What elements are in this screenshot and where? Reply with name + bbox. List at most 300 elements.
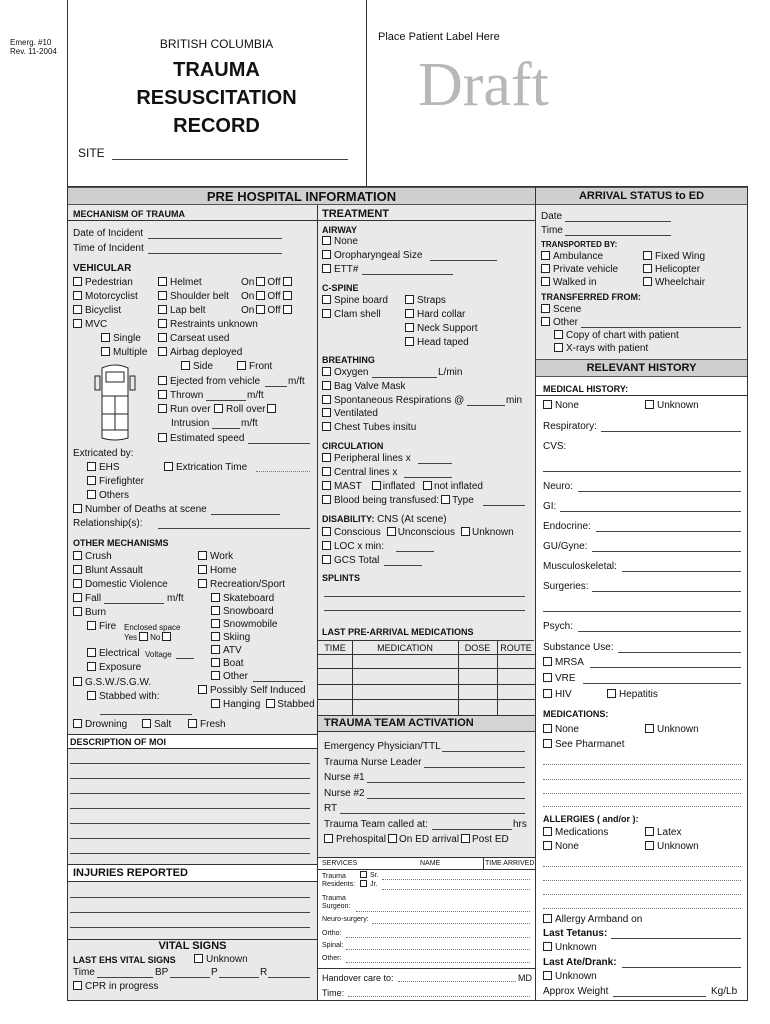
moi-line-7[interactable] xyxy=(70,853,310,854)
shoulder-on-checkbox[interactable] xyxy=(256,291,265,300)
other-mechanisms-header: OTHER MECHANISMS xyxy=(73,538,169,548)
arrival-time-field[interactable] xyxy=(565,235,671,236)
cvs-field-2[interactable] xyxy=(543,471,741,472)
tetanus-unknown-checkbox[interactable] xyxy=(543,942,552,951)
head-taped-label: Head taped xyxy=(417,337,469,348)
last-ate-unknown-checkbox[interactable] xyxy=(543,971,552,980)
mast-inflated-checkbox[interactable] xyxy=(372,481,381,490)
other-recreation-label: Other xyxy=(223,671,249,682)
enclosed-no-checkbox[interactable] xyxy=(162,632,171,641)
nurse2-field[interactable] xyxy=(367,798,525,799)
enclosed-yes-checkbox[interactable] xyxy=(139,632,148,641)
other-transfer-label: Other xyxy=(553,317,579,328)
single-label: Single xyxy=(113,333,141,344)
lap-off-label: Off xyxy=(267,305,281,316)
helmet-off-checkbox[interactable] xyxy=(283,277,292,286)
peripheral-lines-field[interactable] xyxy=(418,463,452,464)
date-of-incident-field[interactable] xyxy=(148,238,282,239)
helicopter-checkbox[interactable] xyxy=(643,264,652,273)
salt-checkbox[interactable] xyxy=(142,719,151,728)
meds-col-dose: DOSE xyxy=(464,643,491,653)
nurse1-label: Nurse #1 xyxy=(324,772,365,783)
disability-unknown-checkbox[interactable] xyxy=(461,527,470,536)
respiratory-field[interactable] xyxy=(601,431,741,432)
crush-checkbox[interactable] xyxy=(73,551,82,560)
medications-unknown-checkbox[interactable] xyxy=(645,724,654,733)
fire-checkbox[interactable] xyxy=(87,621,96,630)
snowboard-checkbox[interactable] xyxy=(211,606,220,615)
moi-line-3[interactable] xyxy=(70,793,310,794)
hard-collar-checkbox[interactable] xyxy=(405,309,414,318)
lap-belt-checkbox[interactable] xyxy=(158,305,167,314)
neuro-surgery-label: Neuro-surgery: xyxy=(322,916,369,923)
spontaneous-checkbox[interactable] xyxy=(322,395,331,404)
hiv-checkbox[interactable] xyxy=(543,689,552,698)
voltage-label: Voltage xyxy=(145,650,172,659)
allergy-medications-checkbox[interactable] xyxy=(543,827,552,836)
arrival-date-field[interactable] xyxy=(565,221,671,222)
multiple-label: Multiple xyxy=(113,347,148,358)
fresh-checkbox[interactable] xyxy=(188,719,197,728)
mechanism-header: MECHANISM OF TRAUMA xyxy=(73,209,185,219)
oropharyngeal-checkbox[interactable] xyxy=(322,250,331,259)
home-checkbox[interactable] xyxy=(198,565,207,574)
lap-on-checkbox[interactable] xyxy=(256,305,265,314)
neuro-field[interactable] xyxy=(578,491,741,492)
services-col: SERVICES xyxy=(322,860,358,867)
mvc-checkbox[interactable] xyxy=(73,319,82,328)
transferred-from-header: TRANSFERRED FROM: xyxy=(541,292,641,302)
handover-label: Handover care to: xyxy=(322,973,394,983)
prehospital-checkbox[interactable] xyxy=(324,834,333,843)
see-pharmanet-checkbox[interactable] xyxy=(543,739,552,748)
mast-label: MAST xyxy=(334,481,362,492)
domestic-violence-label: Domestic Violence xyxy=(85,579,168,590)
team-called-field[interactable] xyxy=(432,829,512,830)
copy-chart-label: Copy of chart with patient xyxy=(566,330,679,341)
straps-checkbox[interactable] xyxy=(405,295,414,304)
enclosed-yes-label: Yes xyxy=(124,633,138,642)
self-induced-label: Possibly Self Induced xyxy=(210,685,306,696)
airbag-side-checkbox[interactable] xyxy=(181,361,190,370)
moi-line-6[interactable] xyxy=(70,838,310,839)
intrusion-unit: m/ft xyxy=(241,418,258,429)
psych-field[interactable] xyxy=(578,631,741,632)
ett-field[interactable] xyxy=(362,274,453,275)
exposure-label: Exposure xyxy=(99,662,142,673)
allergy-medications-label: Medications xyxy=(555,827,609,838)
atv-checkbox[interactable] xyxy=(211,645,220,654)
vitals-r-field[interactable] xyxy=(268,977,310,978)
other-transfer-checkbox[interactable] xyxy=(541,317,550,326)
trauma-surgeon-label-1: Trauma xyxy=(322,895,346,902)
allergy-armband-checkbox[interactable] xyxy=(543,914,552,923)
relationships-field[interactable] xyxy=(158,528,310,529)
ambulance-checkbox[interactable] xyxy=(541,251,550,260)
trauma-team-header: TRAUMA TEAM ACTIVATION xyxy=(324,717,474,729)
blunt-assault-label: Blunt Assault xyxy=(85,565,143,576)
electrical-label: Electrical xyxy=(99,648,140,659)
substance-use-field[interactable] xyxy=(618,652,741,653)
cvs-label: CVS: xyxy=(543,441,567,452)
xrays-checkbox[interactable] xyxy=(554,343,563,352)
rt-field[interactable] xyxy=(340,813,525,814)
history-unknown-checkbox[interactable] xyxy=(645,400,654,409)
last-tetanus-field[interactable] xyxy=(611,938,741,939)
nurse-leader-field[interactable] xyxy=(424,767,525,768)
scene-label: Scene xyxy=(553,304,582,315)
neuro-label: Neuro: xyxy=(543,481,574,492)
physician-field[interactable] xyxy=(442,751,525,752)
extrication-time-label: Extrication Time xyxy=(176,462,248,473)
form-code: Emerg. #10 xyxy=(10,38,52,47)
pedestrian-checkbox[interactable] xyxy=(73,277,82,286)
bvm-checkbox[interactable] xyxy=(322,381,331,390)
copy-chart-checkbox[interactable] xyxy=(554,330,563,339)
others-checkbox[interactable] xyxy=(87,490,96,499)
central-lines-field[interactable] xyxy=(404,477,452,478)
see-pharmanet-label: See Pharmanet xyxy=(555,739,625,750)
vitals-bp-field[interactable] xyxy=(170,977,210,978)
nurse1-field[interactable] xyxy=(367,782,525,783)
roll-over-label: Roll over xyxy=(226,404,266,415)
circulation-header: CIRCULATION xyxy=(322,441,384,451)
wheelchair-checkbox[interactable] xyxy=(643,277,652,286)
vitals-time-field[interactable] xyxy=(97,977,153,978)
endocrine-field[interactable] xyxy=(596,531,741,532)
shoulder-belt-label: Shoulder belt xyxy=(170,291,229,302)
description-moi-header: DESCRIPTION OF MOI xyxy=(70,737,167,747)
run-over-box-2[interactable] xyxy=(214,404,223,413)
airbag-checkbox[interactable] xyxy=(158,347,167,356)
latex-label: Latex xyxy=(657,827,682,838)
spontaneous-unit: min xyxy=(506,395,523,406)
shoulder-belt-checkbox[interactable] xyxy=(158,291,167,300)
surgeries-field[interactable] xyxy=(592,591,741,592)
roll-over-checkbox[interactable] xyxy=(267,404,276,413)
firefighter-label: Firefighter xyxy=(99,476,145,487)
electrical-checkbox[interactable] xyxy=(87,648,96,657)
relationships-label: Relationship(s): xyxy=(73,518,143,529)
post-ed-label: Post ED xyxy=(472,834,509,845)
allergy-armband-label: Allergy Armband on xyxy=(555,914,643,925)
central-lines-checkbox[interactable] xyxy=(322,467,331,476)
firefighter-checkbox[interactable] xyxy=(87,476,96,485)
splints-line-1[interactable] xyxy=(324,596,525,597)
crush-label: Crush xyxy=(85,551,112,562)
gu-gyne-label: GU/Gyne: xyxy=(543,541,588,552)
gsw-checkbox[interactable] xyxy=(73,677,82,686)
meds-col-time: TIME xyxy=(324,643,346,653)
drowning-checkbox[interactable] xyxy=(73,719,82,728)
loc-label: LOC x min: xyxy=(334,541,385,552)
oxygen-checkbox[interactable] xyxy=(322,367,331,376)
vehicular-header: VEHICULAR xyxy=(73,263,132,274)
substance-use-label: Substance Use: xyxy=(543,642,614,653)
helmet-on-checkbox[interactable] xyxy=(256,277,265,286)
vre-checkbox[interactable] xyxy=(543,673,552,682)
cpr-checkbox[interactable] xyxy=(73,981,82,990)
weight-unit-label: Kg/Lb xyxy=(711,986,738,997)
run-over-checkbox[interactable] xyxy=(158,404,167,413)
vital-signs-header: VITAL SIGNS xyxy=(158,940,227,952)
team-called-label: Trauma Team called at: xyxy=(324,819,428,830)
mvc-label: MVC xyxy=(85,319,108,330)
other-transfer-field[interactable] xyxy=(581,327,741,328)
fall-checkbox[interactable] xyxy=(73,593,82,602)
resident-sr-checkbox[interactable] xyxy=(360,871,367,878)
musculoskeletal-field[interactable] xyxy=(622,571,741,572)
vitals-p-field[interactable] xyxy=(219,977,259,978)
spine-board-checkbox[interactable] xyxy=(322,295,331,304)
deaths-label: Number of Deaths at scene xyxy=(85,504,207,515)
salt-label: Salt xyxy=(154,719,172,730)
shoulder-off-checkbox[interactable] xyxy=(283,291,292,300)
loc-minutes-field[interactable] xyxy=(396,551,434,552)
helmet-checkbox[interactable] xyxy=(158,277,167,286)
ehs-label: EHS xyxy=(99,462,120,473)
hiv-label: HIV xyxy=(555,689,572,700)
airway-none-label: None xyxy=(334,236,358,247)
blood-type-checkbox[interactable] xyxy=(441,495,450,504)
bvm-label: Bag Valve Mask xyxy=(334,381,406,392)
disability-header: DISABILITY: xyxy=(322,514,375,524)
moi-line-2[interactable] xyxy=(70,778,310,779)
peripheral-lines-checkbox[interactable] xyxy=(322,453,331,462)
blood-type-field[interactable] xyxy=(483,505,525,506)
ejected-checkbox[interactable] xyxy=(158,376,167,385)
extrication-time-checkbox[interactable] xyxy=(164,462,173,471)
arrival-time-label: Time xyxy=(541,225,563,236)
thrown-label: Thrown xyxy=(170,390,204,401)
motorcyclist-label: Motorcyclist xyxy=(85,291,138,302)
bicyclist-label: Bicyclist xyxy=(85,305,122,316)
date-of-incident-label: Date of Incident xyxy=(73,228,144,239)
arrival-status-header: ARRIVAL STATUS to ED xyxy=(536,187,747,205)
stabbed-checkbox[interactable] xyxy=(266,699,275,708)
hepatitis-checkbox[interactable] xyxy=(607,689,616,698)
time-of-incident-field[interactable] xyxy=(148,253,282,254)
mast-checkbox[interactable] xyxy=(322,481,331,490)
restraints-unknown-checkbox[interactable] xyxy=(158,319,167,328)
hanging-checkbox[interactable] xyxy=(211,699,220,708)
self-induced-checkbox[interactable] xyxy=(198,685,207,694)
ortho-label: Ortho: xyxy=(322,930,342,937)
airway-none-checkbox[interactable] xyxy=(322,236,331,245)
airbag-side-label: Side xyxy=(193,361,214,372)
deaths-field[interactable] xyxy=(211,514,280,515)
unconscious-checkbox[interactable] xyxy=(387,527,396,536)
thrown-checkbox[interactable] xyxy=(158,390,167,399)
snowmobile-label: Snowmobile xyxy=(223,619,278,630)
allergy-none-label: None xyxy=(555,841,579,852)
spontaneous-label: Spontaneous Respirations @ xyxy=(334,395,465,406)
gi-field[interactable] xyxy=(560,511,741,512)
ventilated-checkbox[interactable] xyxy=(322,408,331,417)
trauma-residents-label-2: Residents: xyxy=(322,881,356,888)
vitals-unknown-checkbox[interactable] xyxy=(194,954,203,963)
province-label: BRITISH COLUMBIA xyxy=(159,37,274,51)
pedestrian-label: Pedestrian xyxy=(85,277,133,288)
injury-line-2[interactable] xyxy=(70,912,310,913)
hanging-label: Hanging xyxy=(223,699,261,710)
spontaneous-rate-field[interactable] xyxy=(467,405,505,406)
ejected-unit: m/ft xyxy=(288,376,305,387)
unconscious-label: Unconscious xyxy=(397,527,455,538)
moi-line-5[interactable] xyxy=(70,823,310,824)
carseat-label: Carseat used xyxy=(170,333,230,344)
team-called-unit: hrs xyxy=(513,819,527,830)
xrays-label: X-rays with patient xyxy=(566,343,649,354)
snowmobile-checkbox[interactable] xyxy=(211,619,220,628)
allergy-none-checkbox[interactable] xyxy=(543,841,552,850)
fall-label: Fall xyxy=(85,593,102,604)
other-recreation-checkbox[interactable] xyxy=(211,671,220,680)
medical-history-header: MEDICAL HISTORY: xyxy=(543,384,629,394)
stabbed-with-checkbox[interactable] xyxy=(87,691,96,700)
splints-header: SPLINTS xyxy=(322,573,361,583)
arrival-date-label: Date xyxy=(541,211,563,222)
ambulance-label: Ambulance xyxy=(553,251,604,262)
peripheral-lines-label: Peripheral lines x xyxy=(334,453,411,464)
post-ed-checkbox[interactable] xyxy=(461,834,470,843)
recreation-checkbox[interactable] xyxy=(198,579,207,588)
ett-label: ETT# xyxy=(334,264,359,275)
mast-not-inflated-label: not inflated xyxy=(434,481,483,492)
fixed-wing-checkbox[interactable] xyxy=(643,251,652,260)
ehs-checkbox[interactable] xyxy=(87,462,96,471)
gu-gyne-field[interactable] xyxy=(592,551,741,552)
motorcyclist-checkbox[interactable] xyxy=(73,291,82,300)
airbag-label: Airbag deployed xyxy=(170,347,243,358)
scene-checkbox[interactable] xyxy=(541,304,550,313)
chest-tubes-checkbox[interactable] xyxy=(322,422,331,431)
moi-line-4[interactable] xyxy=(70,808,310,809)
bicyclist-checkbox[interactable] xyxy=(73,305,82,314)
injury-line-3[interactable] xyxy=(70,927,310,928)
blood-transfused-checkbox[interactable] xyxy=(322,495,331,504)
clam-shell-checkbox[interactable] xyxy=(322,309,331,318)
nurse2-label: Nurse #2 xyxy=(324,788,365,799)
other-service-label: Other: xyxy=(322,955,342,962)
single-checkbox[interactable] xyxy=(101,333,110,342)
approx-weight-label: Approx Weight xyxy=(543,986,609,997)
injury-line-1[interactable] xyxy=(70,897,310,898)
patient-label-placeholder: Place Patient Label Here xyxy=(378,31,500,43)
on-ed-arrival-checkbox[interactable] xyxy=(388,834,397,843)
wheelchair-label: Wheelchair xyxy=(655,277,706,288)
boat-checkbox[interactable] xyxy=(211,658,220,667)
home-label: Home xyxy=(210,565,237,576)
history-none-checkbox[interactable] xyxy=(543,400,552,409)
approx-weight-field[interactable] xyxy=(613,996,706,997)
oropharyngeal-label: Oropharyngeal Size xyxy=(334,250,423,261)
site-field[interactable] xyxy=(112,159,348,160)
latex-checkbox[interactable] xyxy=(645,827,654,836)
skiing-checkbox[interactable] xyxy=(211,632,220,641)
work-checkbox[interactable] xyxy=(198,551,207,560)
estimated-speed-field[interactable] xyxy=(248,443,310,444)
draft-watermark: Draft xyxy=(418,51,549,119)
helmet-on-label: On xyxy=(241,277,255,288)
extricated-by-label: Extricated by: xyxy=(73,448,134,459)
vehicle-seating-diagram[interactable] xyxy=(92,364,138,442)
head-taped-checkbox[interactable] xyxy=(405,337,414,346)
rt-label: RT xyxy=(324,803,338,814)
vre-field[interactable] xyxy=(583,683,741,684)
mrsa-label: MRSA xyxy=(555,657,584,668)
last-meds-header: LAST PRE-ARRIVAL MEDICATIONS xyxy=(322,627,474,637)
form-revision: Rev. 11-2004 xyxy=(10,47,57,56)
surgeries-field-2[interactable] xyxy=(543,611,741,612)
medications-none-checkbox[interactable] xyxy=(543,724,552,733)
airbag-front-checkbox[interactable] xyxy=(237,361,246,370)
oxygen-rate-field[interactable] xyxy=(372,377,437,378)
burn-label: Burn xyxy=(85,607,107,618)
lap-off-checkbox[interactable] xyxy=(283,305,292,314)
carseat-checkbox[interactable] xyxy=(158,333,167,342)
vitals-p-label: P xyxy=(211,967,218,978)
private-vehicle-checkbox[interactable] xyxy=(541,264,550,273)
walked-in-checkbox[interactable] xyxy=(541,277,550,286)
ett-checkbox[interactable] xyxy=(322,264,331,273)
last-ate-field[interactable] xyxy=(622,967,741,968)
allergy-unknown-label: Unknown xyxy=(657,841,699,852)
walked-in-label: Walked in xyxy=(553,277,597,288)
oxygen-unit: L/min xyxy=(438,367,463,378)
allergies-header: ALLERGIES ( and/or ): xyxy=(543,814,639,824)
oropharyngeal-size-field[interactable] xyxy=(430,260,497,261)
conscious-checkbox[interactable] xyxy=(322,527,331,536)
loc-checkbox[interactable] xyxy=(322,541,331,550)
multiple-checkbox[interactable] xyxy=(101,347,110,356)
resident-jr-checkbox[interactable] xyxy=(360,880,367,887)
estimated-speed-checkbox[interactable] xyxy=(158,433,167,442)
lap-on-label: On xyxy=(241,305,255,316)
skiing-label: Skiing xyxy=(223,632,251,643)
splints-line-2[interactable] xyxy=(324,610,525,611)
gcs-total-field[interactable] xyxy=(384,565,422,566)
burn-checkbox[interactable] xyxy=(73,607,82,616)
exposure-checkbox[interactable] xyxy=(87,662,96,671)
enclosed-no-label: No xyxy=(150,633,161,642)
psych-label: Psych: xyxy=(543,621,574,632)
skateboard-checkbox[interactable] xyxy=(211,593,220,602)
treatment-header: TREATMENT xyxy=(322,208,390,220)
tetanus-unknown-label: Unknown xyxy=(555,942,597,953)
allergy-unknown-checkbox[interactable] xyxy=(645,841,654,850)
meds-col-medication: MEDICATION xyxy=(377,643,433,653)
gcs-checkbox[interactable] xyxy=(322,555,331,564)
mast-not-inflated-checkbox[interactable] xyxy=(423,481,432,490)
blood-transfused-label: Blood being transfused: xyxy=(334,495,440,506)
domestic-violence-checkbox[interactable] xyxy=(73,579,82,588)
moi-line-1[interactable] xyxy=(70,763,310,764)
trauma-surgeon-label-2: Surgeon: xyxy=(322,903,351,910)
neck-support-checkbox[interactable] xyxy=(405,323,414,332)
deaths-checkbox[interactable] xyxy=(73,504,82,513)
shoulder-off-label: Off xyxy=(267,291,281,302)
airway-header: AIRWAY xyxy=(322,225,358,235)
spinal-label: Spinal: xyxy=(322,942,344,949)
mrsa-checkbox[interactable] xyxy=(543,657,552,666)
mrsa-field[interactable] xyxy=(590,667,741,668)
physician-label: Emergency Physician/TTL xyxy=(324,741,441,752)
clam-shell-label: Clam shell xyxy=(334,309,381,320)
blunt-assault-checkbox[interactable] xyxy=(73,565,82,574)
central-lines-label: Central lines x xyxy=(334,467,398,478)
thrown-unit: m/ft xyxy=(247,390,264,401)
